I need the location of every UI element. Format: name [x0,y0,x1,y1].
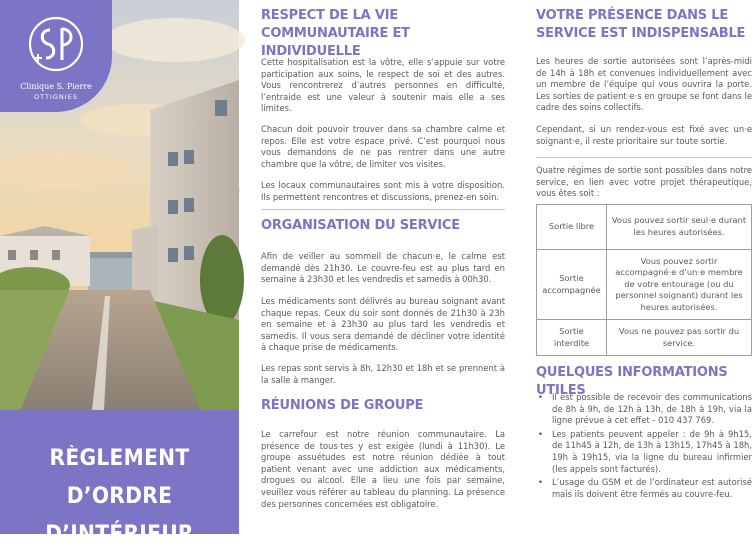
document-title [10,440,230,554]
paragraph: Les heures de sortie autorisées sont l’après-midi de 14h à 18h et convenues individuellement avec un membre de l’équipe qui vous ouvrira la porte. Les sorties de patient·e·s en groupe se font dans le cadre des soins collectifs. [536,56,752,113]
heading-reunions: RÉUNIONS DE GROUPE [261,398,424,413]
table-cell-regime: Sortie accompagnée [537,250,607,320]
paragraph: Les médicaments sont délivrés au bureau soignant avant chaque repas. Ceux du soir sont donnés de 21h30 à 23h en semaine et à 23h30 au plus tard les vendredis et samedis. Il vous sera demandé de décliner votre identité à chaque prise de médicaments. [261,296,505,353]
heading-organisation: ORGANISATION DU SERVICE [261,218,460,233]
table-cell-description: Vous pouvez sortir accompagné·e d’un·e membre de votre entourage (ou du personnel soignant) durant les heures autorisées. [607,250,752,320]
table-row [537,250,752,320]
cover-panel [0,0,239,547]
paragraph: Afin de veiller au sommeil de chacun·e, le calme est demandé dès 21h30. Le couvre-feu est au plus tard en semaine à 23h30 et les vendredis et samedis à 00h30. [261,251,505,285]
table-cell-description: Vous ne pouvez pas sortir du service. [607,320,752,356]
table-cell-regime: Sortie interdite [537,320,607,356]
logo [0,0,112,112]
table-cell-regime: Sortie libre [537,205,607,250]
list-item: • Les patients peuvent appeler : de 9h à 9h15, de 11h45 à 12h, de 13h à 13h15, 17h45 à 18h, 19h à 19h15, via la ligne du bureau infirmier (les appels sont facturés). [536,429,752,475]
paragraph: Le carrefour est notre réunion communautaire. La présence de tous·tes y est exigée (lundi à 11h30). Le groupe assuétudes est notre réunion dédiée à tout patient venant avec une addiction aux médicaments, drogues ou alcool. Elle a lieu une fois par semaine, veuillez vous référer au tableau du planning. La présence des personnes concernées est obligatoire. [261,429,505,509]
table-row [537,205,752,250]
exit-regimes-table [536,204,752,356]
clinic-name: Clinique S. Pierre [20,82,92,91]
table-row [537,320,752,356]
divider [261,209,505,210]
clinic-logo-icon [26,14,86,74]
paragraph: Cependant, si un rendez-vous est fixé avec un·e soignant·e, il reste prioritaire sur toute sortie. [536,124,752,146]
heading-respect: RESPECT DE LA VIE COMMUNAUTAIRE ET INDIVIDUELLE [261,8,410,59]
heading-presence: VOTRE PRÉSENCE DANS LE SERVICE EST INDISPENSABLE [536,8,746,41]
title-line-2: D’INTÉRIEUR [45,522,194,547]
list-item: • Il est possible de recevoir des communications de 8h à 9h, de 12h à 13h, de 18h à 19h, via la ligne prévue à cet effet - 010 437 769. [536,392,752,427]
title-band [0,410,239,547]
table-cell-description: Vous pouvez sortir seul·e durant les heures autorisées. [607,205,752,250]
paragraph: Les repas sont servis à 8h, 12h30 et 18h et se prennent à la salle à manger. [261,363,505,385]
heading-infos: QUELQUES INFORMATIONS UTILES [536,365,728,398]
list-item: • L’usage du GSM et de l’ordinateur est autorisé mais ils doivent être fermés au couvre-feu. [536,477,752,500]
clinic-city: OTTIGNIES [34,93,78,101]
paragraph: Cette hospitalisation est la vôtre, elle s’appuie sur votre participation aux soins, le respect de soi et des autres. Vous rencontrerez d’autres personnes en difficulté, l’entraide est une valeur à soutenir mais elle a ses limites. [261,57,505,114]
title-line-1: RÈGLEMENT D’ORDRE [49,446,190,509]
info-list [536,392,752,500]
paragraph: Quatre régimes de sortie sont possibles dans notre service, en lien avec votre projet thérapeutique, vous êtes soit : [536,165,752,199]
paragraph: Les locaux communautaires sont mis à votre disposition. Ils permettent rencontres et discussions, prenez-en soin. [261,180,505,202]
divider [536,157,752,158]
paragraph: Chacun doit pouvoir trouver dans sa chambre calme et repos. Elle est votre espace privé. C’est pourquoi nous vous demandons de ne pas rentrer dans une autre chambre que la vôtre, de limiter vos visites. [261,124,505,169]
